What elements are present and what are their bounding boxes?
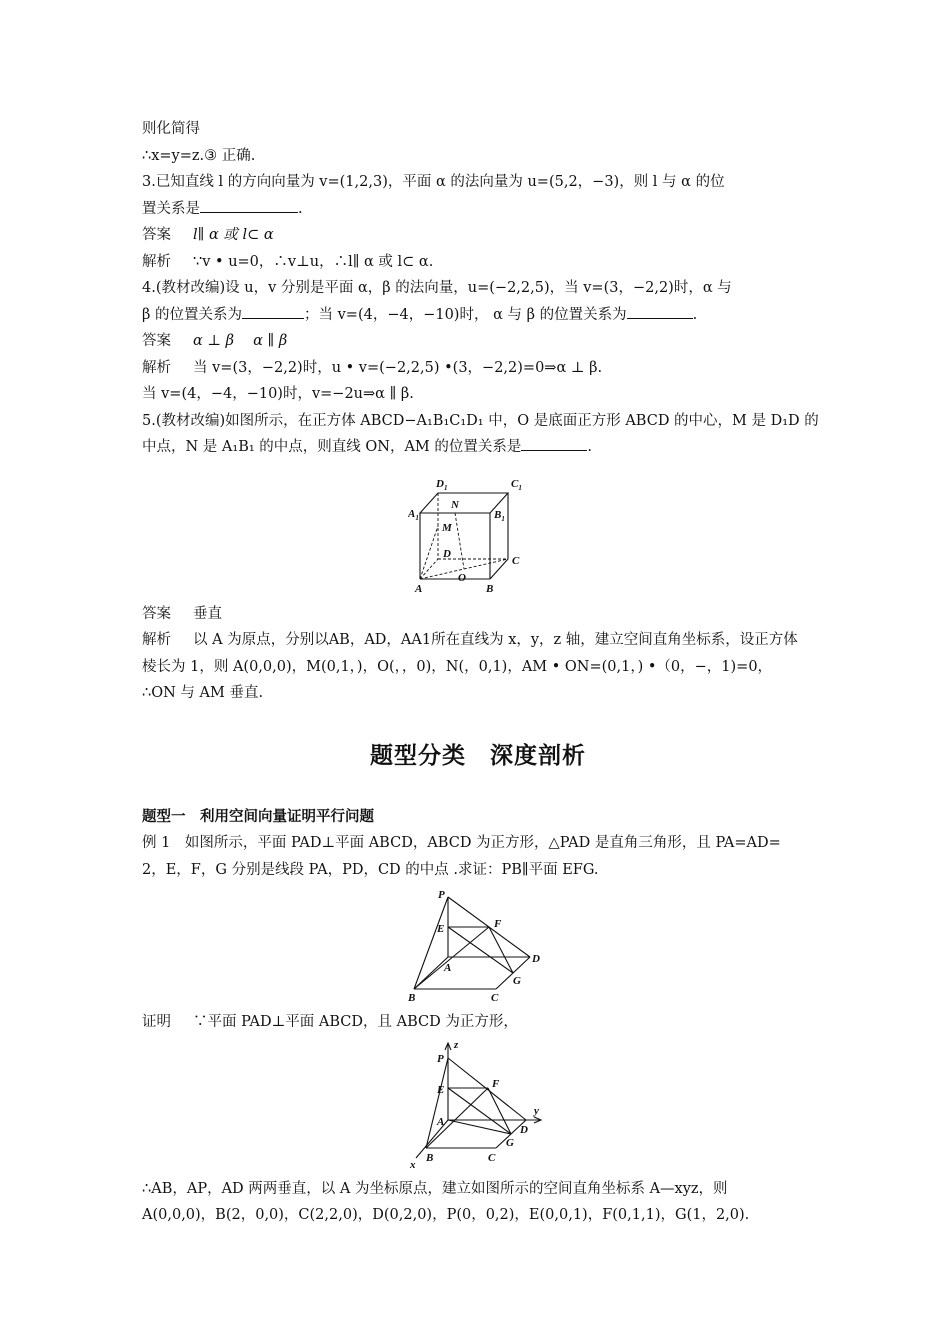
question-5-line-2: 中点，N 是 A₁B₁ 的中点，则直线 ON，AM 的位置关系是 . bbox=[142, 439, 592, 455]
label-E: E bbox=[437, 923, 445, 935]
label-D: D bbox=[532, 953, 540, 965]
label-x: x bbox=[410, 1158, 416, 1170]
proof-label: 证明 bbox=[142, 1014, 171, 1030]
answer-label: 答案 bbox=[142, 605, 171, 622]
label-C: C bbox=[488, 1151, 496, 1164]
text-line: ∴x=y=z.③ 正确. bbox=[142, 147, 256, 164]
pyramid-figure bbox=[408, 887, 548, 1003]
label-O: O bbox=[458, 571, 466, 584]
line-AM bbox=[420, 526, 438, 579]
label-N: N bbox=[451, 498, 459, 511]
label-B: B bbox=[408, 992, 416, 1003]
label-D1: $D_1$ bbox=[436, 477, 448, 492]
label-E: E bbox=[437, 1083, 445, 1096]
label-A: A bbox=[415, 582, 423, 595]
analysis-text: 当 v=(3，−2,2)时，u • v=(−2,2,5) •(3，−2,2)=0⇒α ⊥ β. bbox=[193, 359, 603, 376]
cube-edge bbox=[490, 559, 508, 579]
label-P: P bbox=[438, 889, 445, 901]
answer-text: 垂直 bbox=[193, 605, 222, 622]
text-line: 则化简得 bbox=[142, 121, 200, 137]
question-4-line-1: 4.(教材改编)设 u，v 分别是平面 α，β 的法向量，u=(−2,2,5)，当 v=(3，−2,2)时，α 与 bbox=[142, 280, 732, 296]
answer-text: l∥ α 或 l⊂ α bbox=[193, 227, 274, 243]
label-D: D bbox=[520, 1123, 528, 1136]
label-C1: $C_1$ bbox=[511, 477, 522, 492]
answer-5 bbox=[142, 601, 814, 628]
section-title: 题型分类 深度剖析 bbox=[370, 742, 586, 769]
answer-4 bbox=[142, 328, 814, 355]
analysis-label: 解析 bbox=[142, 253, 171, 270]
line-ON bbox=[455, 513, 464, 569]
label-C: C bbox=[512, 554, 520, 567]
question-3-text: 置关系是 bbox=[142, 200, 200, 217]
label-G: G bbox=[513, 975, 521, 987]
label-C: C bbox=[491, 992, 499, 1003]
analysis-text: 以 A 为原点，分别以AB，AD，AA1所在直线为 x，y，z 轴，建立空间直角坐标系，设正方体 bbox=[193, 632, 798, 648]
edge-PB bbox=[426, 1058, 448, 1148]
label-A: A bbox=[437, 1115, 445, 1128]
analysis-label: 解析 bbox=[142, 632, 171, 648]
cube-figure bbox=[408, 465, 548, 595]
hidden-edge bbox=[420, 559, 438, 579]
answer-label: 答案 bbox=[142, 333, 171, 349]
document-page bbox=[142, 116, 819, 1229]
question-4-line-2: β 的位置关系为 ；当 v=(4，−4，−10)时， α 与 β 的位置关系为 . bbox=[142, 306, 698, 323]
label-B1: $B_1$ bbox=[494, 508, 505, 523]
question-4-text: β 的位置关系为 bbox=[142, 306, 242, 323]
proof-text: ∵平面 PAD⊥平面 ABCD，且 ABCD 为正方形， bbox=[193, 1014, 518, 1030]
segment-BF bbox=[426, 1088, 488, 1148]
answer-label: 答案 bbox=[142, 227, 171, 243]
answer-text: α ⊥ β α ∥ β bbox=[193, 333, 288, 349]
answer-blank bbox=[521, 438, 587, 451]
answer-blank bbox=[242, 306, 304, 319]
label-B: B bbox=[486, 582, 494, 595]
answer-blank bbox=[200, 200, 298, 213]
segment-FG bbox=[489, 927, 513, 973]
label-D: D bbox=[443, 547, 451, 560]
answer-blank bbox=[627, 306, 693, 319]
type-heading: 题型一 利用空间向量证明平行问题 bbox=[142, 808, 374, 825]
question-5-line-1: 5.(教材改编)如图所示，在正方体 ABCD−A₁B₁C₁D₁ 中，O 是底面正方形 ABCD 的中心，M 是 D₁D 的 bbox=[142, 412, 819, 429]
label-G: G bbox=[506, 1136, 514, 1149]
question-3-line-1: 3.已知直线 l 的方向向量为 v=(1,2,3)，平面 α 的法向量为 u=(5,2，−3)，则 l 与 α 的位 bbox=[142, 174, 725, 190]
analysis-5 bbox=[142, 627, 814, 654]
analysis-label: 解析 bbox=[142, 359, 171, 376]
example-1-line-2: 2，E，F，G 分别是线段 PA，PD，CD 的中点 .求证：PB∥平面 EFG. bbox=[142, 861, 599, 878]
label-y: y bbox=[534, 1104, 539, 1117]
analysis-5-line-2: 棱长为 1，则 A(0,0,0)，M(0,1，)，O(，，0)，N(，0,1)，AM • ON=(0,1，) •（0，−，1)=0， bbox=[142, 658, 773, 675]
label-P: P bbox=[437, 1052, 444, 1065]
analysis-3 bbox=[142, 249, 814, 276]
question-4-text: ；当 v=(4，−4，−10)时， α 与 β 的位置关系为 bbox=[304, 306, 627, 323]
solution-line-2: A(0,0,0)，B(2，0,0)，C(2,2,0)，D(0,2,0)，P(0，0,2)，E(0,0,1)，F(0,1,1)，G(1，2,0). bbox=[142, 1207, 750, 1223]
coordinate-pyramid-figure bbox=[408, 1040, 548, 1170]
label-F: F bbox=[494, 918, 502, 930]
analysis-4 bbox=[142, 355, 814, 382]
analysis-text: ∵v • u=0，∴v⊥u，∴l∥ α 或 l⊂ α. bbox=[193, 253, 434, 270]
label-B: B bbox=[426, 1151, 434, 1164]
label-z: z bbox=[454, 1039, 459, 1051]
label-F: F bbox=[492, 1077, 500, 1090]
question-5-text: 中点，N 是 A₁B₁ 的中点，则直线 ON，AM 的位置关系是 bbox=[142, 439, 522, 455]
label-M: M bbox=[442, 521, 452, 534]
segment-FG bbox=[488, 1088, 511, 1134]
analysis-4-line-2: 当 v=(4，−4，−10)时，v=−2u⇒α ∥ β. bbox=[142, 386, 414, 402]
example-1-line-1: 例 1 如图所示，平面 PAD⊥平面 ABCD，ABCD 为正方形，△PAD 是直角三角形，且 PA=AD= bbox=[142, 835, 781, 851]
question-3-line-2: 置关系是 . bbox=[142, 200, 303, 217]
answer-3 bbox=[142, 222, 814, 249]
label-A: A bbox=[444, 962, 452, 974]
proof-line bbox=[142, 1009, 814, 1036]
solution-line-1: ∴AB，AP，AD 两两垂直，以 A 为坐标原点，建立如图所示的空间直角坐标系 A—xyz，则 bbox=[142, 1180, 728, 1197]
analysis-5-line-3: ∴ON 与 AM 垂直. bbox=[142, 685, 264, 701]
label-A1: $A_1$ bbox=[408, 507, 419, 522]
